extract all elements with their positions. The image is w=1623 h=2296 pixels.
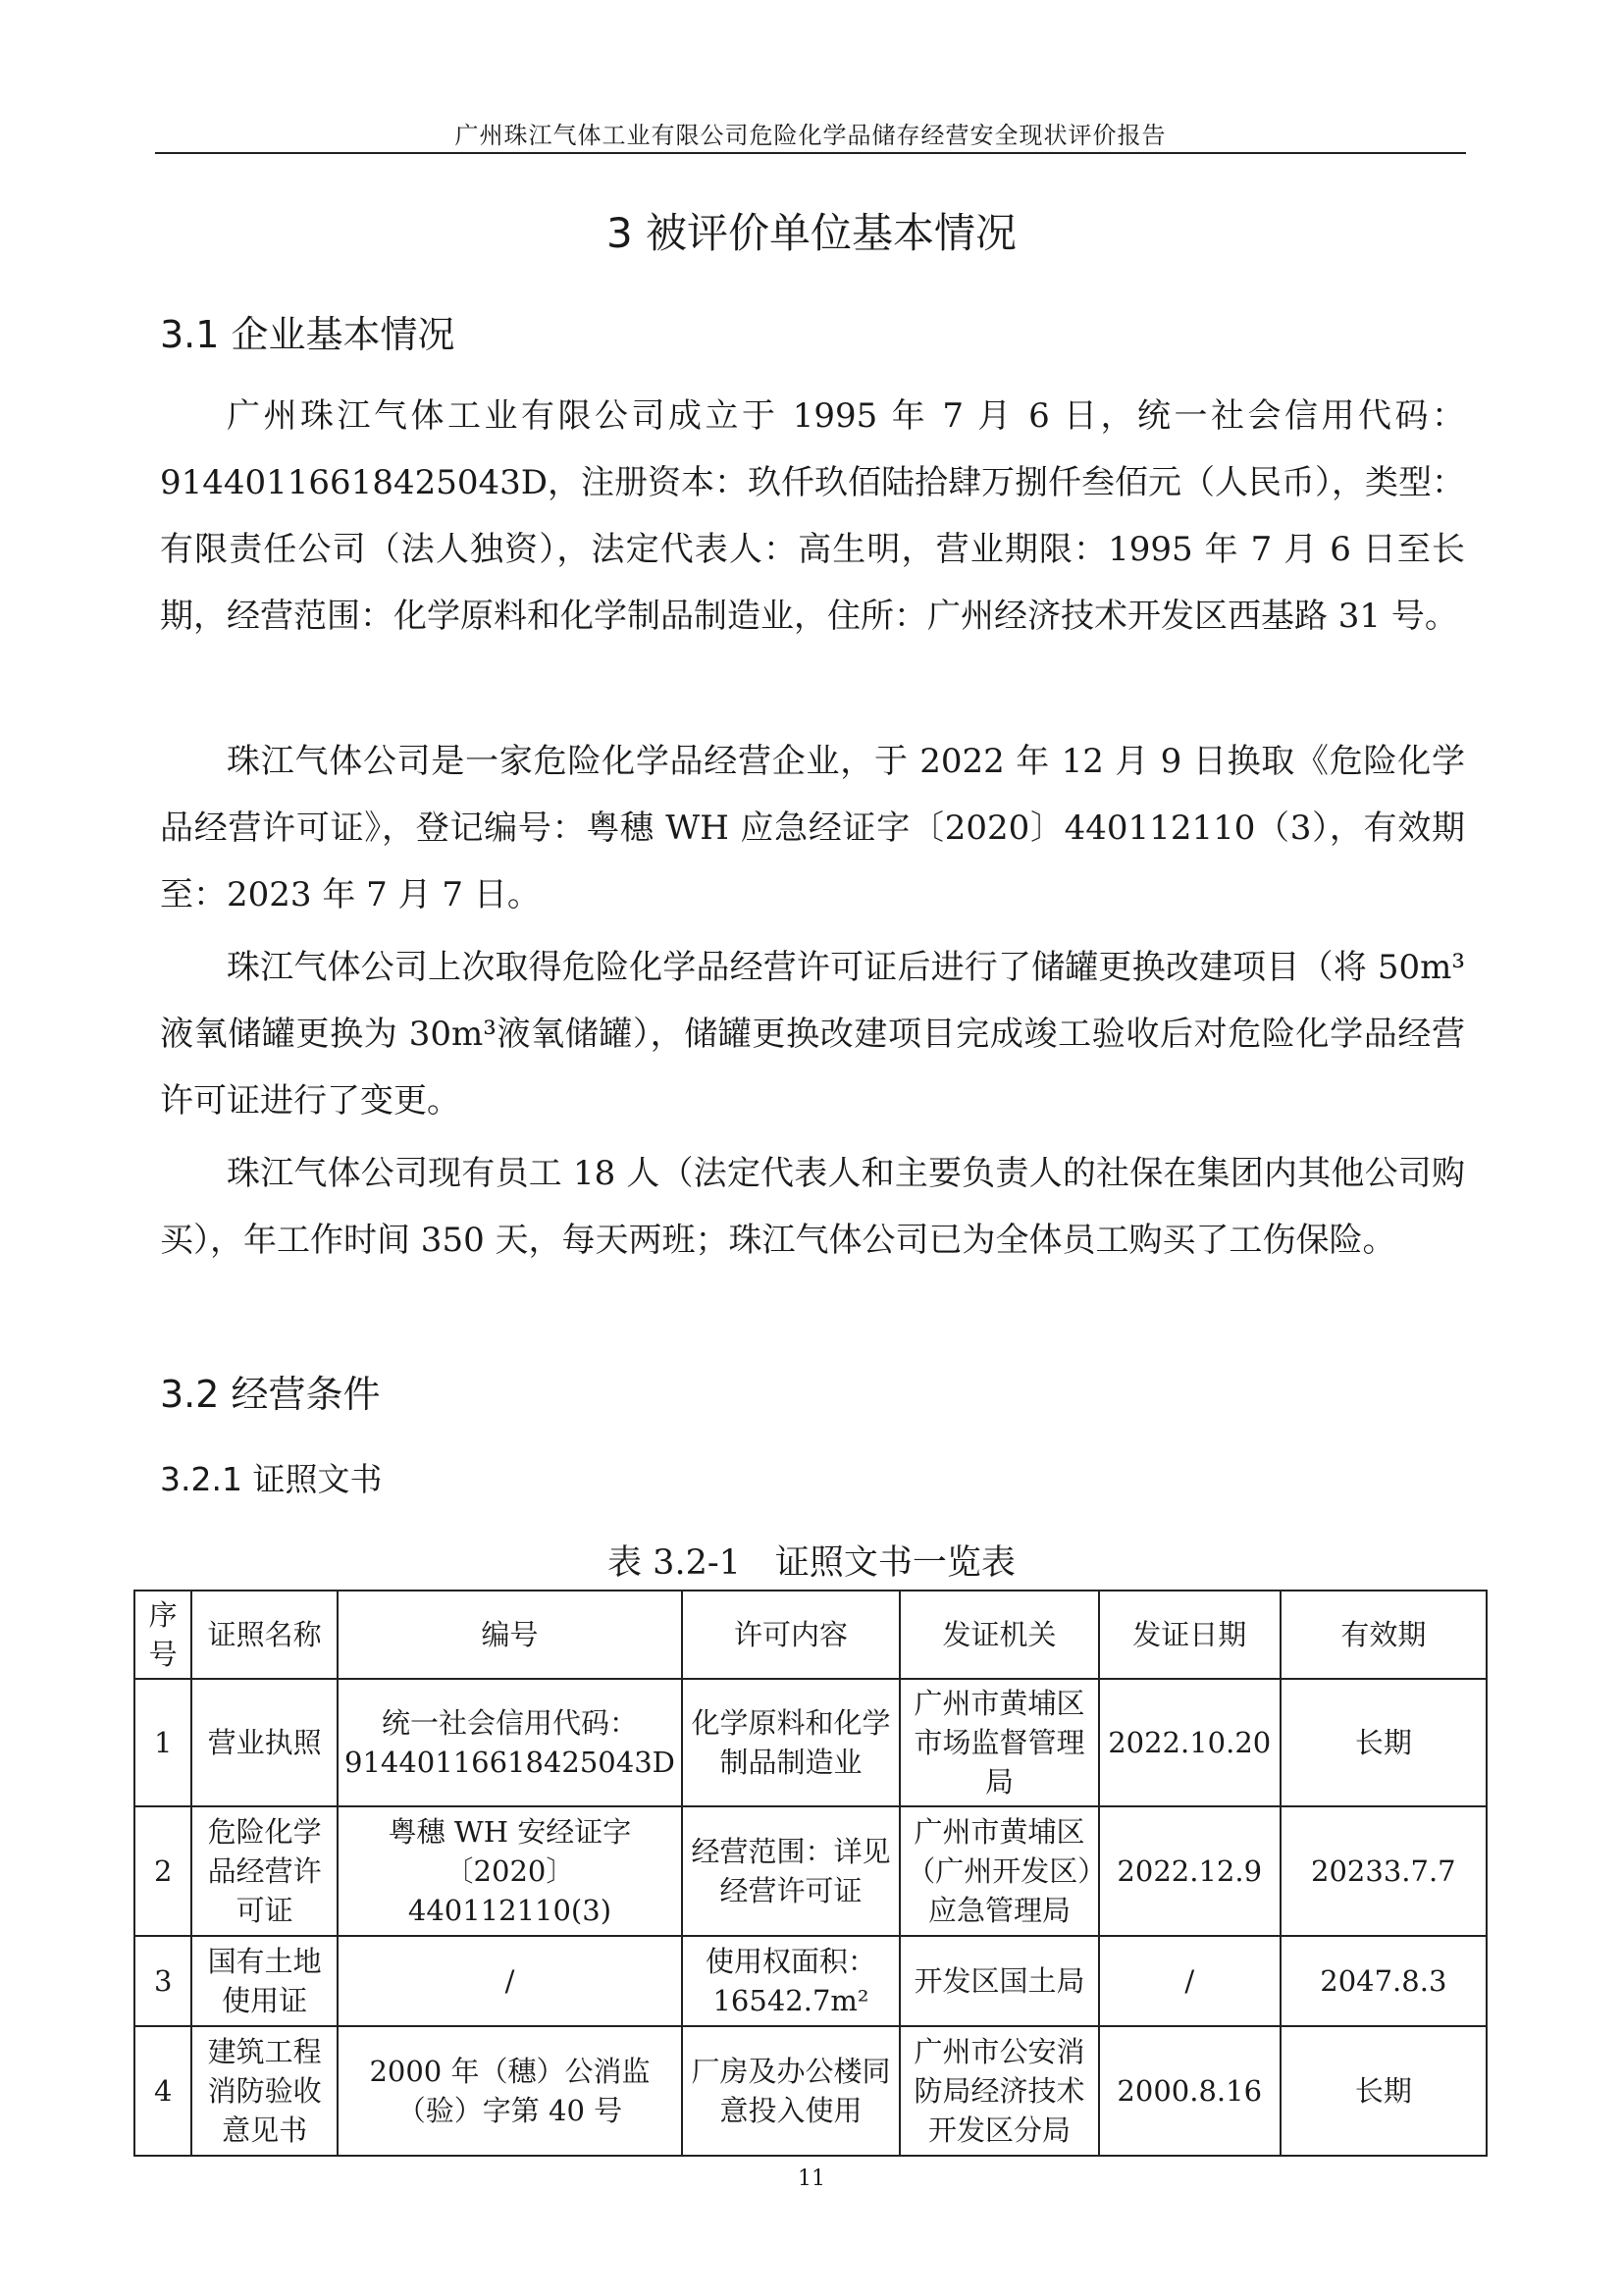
cell-name: 国有土地使用证 xyxy=(191,1936,338,2026)
header-no: 序号 xyxy=(134,1591,191,1679)
cell-validity: 2047.8.3 xyxy=(1281,1936,1487,2026)
cell-scope: 厂房及办公楼同意投入使用 xyxy=(682,2026,900,2156)
cell-code: 粤穗 WH 安经证字〔2020〕440112110(3) xyxy=(338,1806,682,1936)
cell-code: / xyxy=(338,1936,682,2026)
cell-validity: 20233.7.7 xyxy=(1281,1806,1487,1936)
cell-scope: 经营范围：详见经营许可证 xyxy=(682,1806,900,1936)
cell-name: 危险化学品经营许可证 xyxy=(191,1806,338,1936)
cell-code: 统一社会信用代码：91440116618425043D xyxy=(338,1679,682,1806)
header-date: 发证日期 xyxy=(1099,1591,1281,1679)
cell-date: 2000.8.16 xyxy=(1099,2026,1281,2156)
header-scope: 许可内容 xyxy=(682,1591,900,1679)
header-validity: 有效期 xyxy=(1281,1591,1487,1679)
cell-issuer: 广州市黄埔区（广州开发区）应急管理局 xyxy=(900,1806,1099,1936)
header-issuer: 发证机关 xyxy=(900,1591,1099,1679)
table-row xyxy=(134,1679,1487,1806)
cell-date: / xyxy=(1099,1936,1281,2026)
paragraph-staff: 珠江气体公司现有员工 18 人（法定代表人和主要负责人的社保在集团内其他公司购买），年工作时间 350 天，每天两班；珠江气体公司已为全体员工购买了工伤保险。 xyxy=(160,1154,1465,1260)
header-rule xyxy=(155,152,1466,154)
cell-no: 3 xyxy=(134,1936,191,2026)
table-caption: 表 3.2-1 证照文书一览表 xyxy=(607,1543,1016,1583)
cell-date: 2022.10.20 xyxy=(1099,1679,1281,1806)
table-row xyxy=(134,2026,1487,2156)
cell-no: 2 xyxy=(134,1806,191,1936)
cell-issuer: 广州市黄埔区市场监督管理局 xyxy=(900,1679,1099,1806)
header-code: 编号 xyxy=(338,1591,682,1679)
chapter-title: 3 被评价单位基本情况 xyxy=(605,209,1018,257)
table-header-row xyxy=(134,1591,1487,1679)
cell-date: 2022.12.9 xyxy=(1099,1806,1281,1936)
subsection-heading-3-2-1: 3.2.1 证照文书 xyxy=(160,1460,383,1498)
section-heading-3-2: 3.2 经营条件 xyxy=(160,1373,381,1416)
paragraph-tank-renovation: 珠江气体公司上次取得危险化学品经营许可证后进行了储罐更换改建项目（将 50m³液氧储罐更换为 30m³液氧储罐），储罐更换改建项目完成竣工验收后对危险化学品经营许可证进行了变更。 xyxy=(160,948,1465,1121)
table-row xyxy=(134,1936,1487,2026)
cell-scope: 使用权面积：16542.7m² xyxy=(682,1936,900,2026)
cell-issuer: 开发区国土局 xyxy=(900,1936,1099,2026)
paragraph-license: 珠江气体公司是一家危险化学品经营企业，于 2022 年 12 月 9 日换取《危险化学品经营许可证》，登记编号：粤穗 WH 应急经证字〔2020〕440112110（3），有效期至：2023 年 7 月 7 日。 xyxy=(160,742,1465,914)
cell-validity: 长期 xyxy=(1281,1679,1487,1806)
cell-scope: 化学原料和化学制品制造业 xyxy=(682,1679,900,1806)
page-number: 11 xyxy=(798,2166,825,2191)
paragraph-company-info: 广州珠江气体工业有限公司成立于 1995 年 7 月 6 日，统一社会信用代码：91440116618425043D，注册资本：玖仟玖佰陆拾肆万捌仟叁佰元（人民币），类型：有限责任公司（法人独资），法定代表人：高生明，营业期限：1995 年 7 月 6 日至长期，经营范围：化学原料和化学制品制造业，住所：广州经济技术开发区西基路 31 号。 xyxy=(160,396,1465,636)
cell-no: 1 xyxy=(134,1679,191,1806)
table-row xyxy=(134,1806,1487,1936)
cell-issuer: 广州市公安消防局经济技术开发区分局 xyxy=(900,2026,1099,2156)
cell-name: 建筑工程消防验收意见书 xyxy=(191,2026,338,2156)
certificates-table xyxy=(133,1590,1488,2157)
cell-no: 4 xyxy=(134,2026,191,2156)
cell-validity: 长期 xyxy=(1281,2026,1487,2156)
cell-name: 营业执照 xyxy=(191,1679,338,1806)
header-name: 证照名称 xyxy=(191,1591,338,1679)
cell-code: 2000 年（穗）公消监（验）字第 40 号 xyxy=(338,2026,682,2156)
section-heading-3-1: 3.1 企业基本情况 xyxy=(160,313,455,356)
page-header: 广州珠江气体工业有限公司危险化学品储存经营安全现状评价报告 xyxy=(454,122,1167,149)
